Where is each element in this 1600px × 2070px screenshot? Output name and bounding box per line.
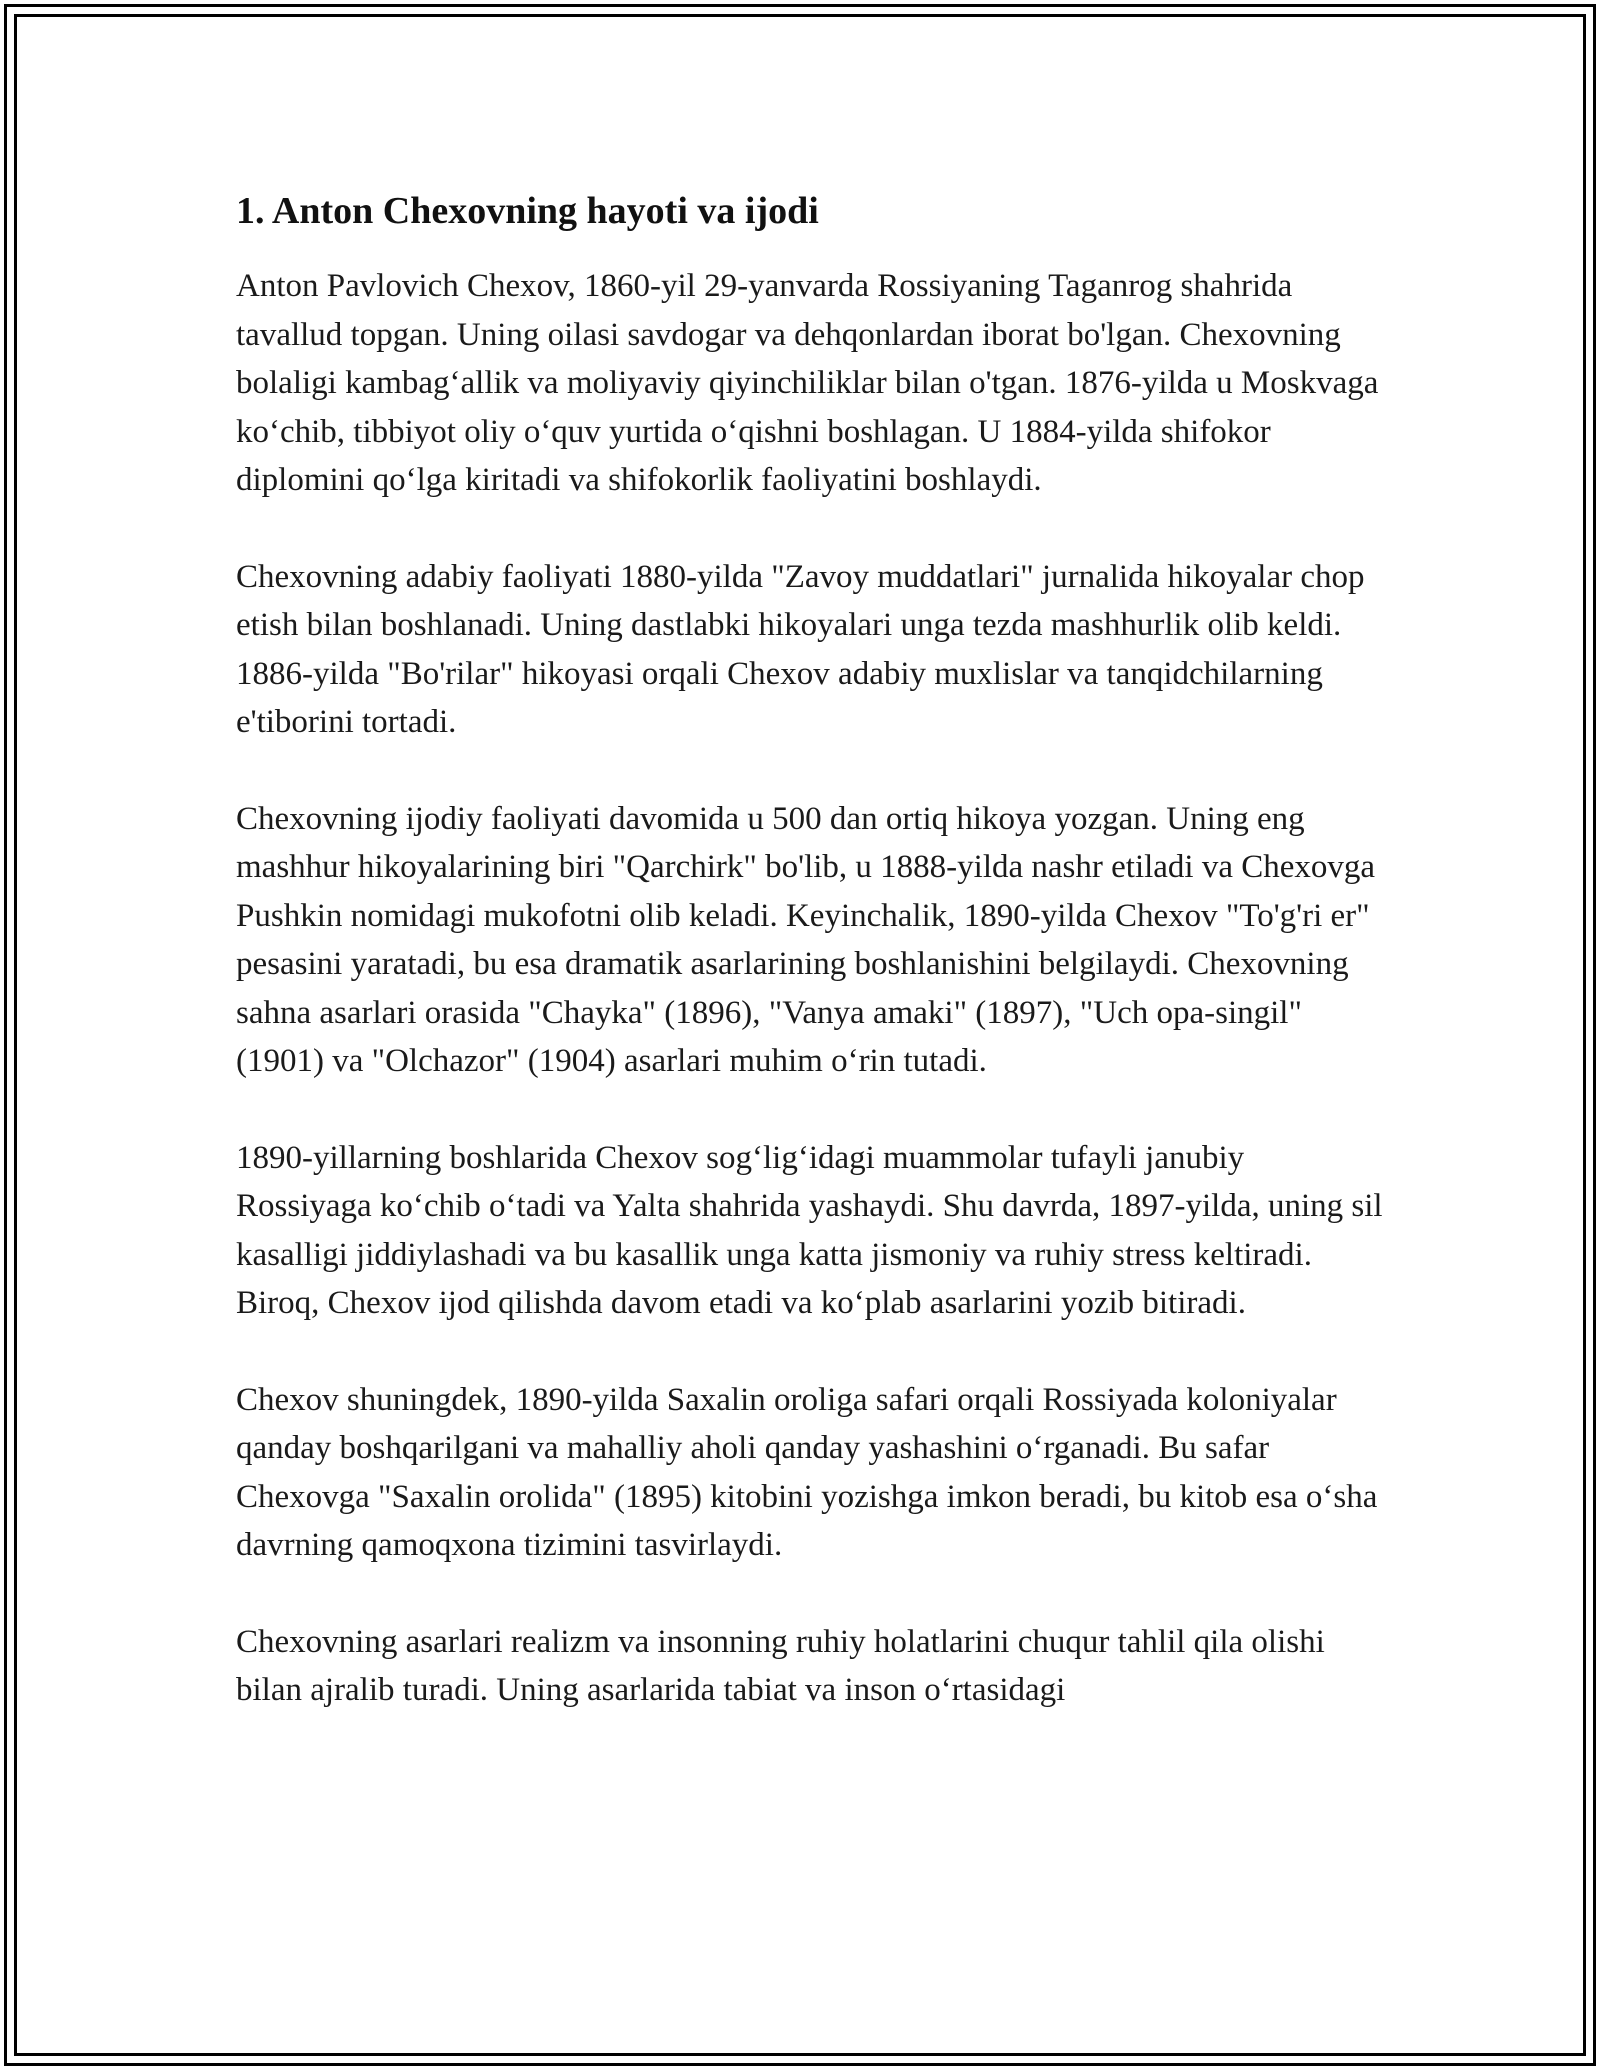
paragraph-biography-early-life: Anton Pavlovich Chexov, 1860-yil 29-yanvarda Rossiyaning Taganrog shahrida tavallud topgan. Uning oilasi savdogar va dehqonlardan iborat bo'lgan. Chexovning bolaligi kambag‘allik va moliyaviy qiyinchiliklar bilan o'tgan. 1876-yilda u Moskvaga ko‘chib, tibbiyot oliy o‘quv yurtida o‘qishni boshlagan. U 1884-yilda shifokor diplomini qo‘lga kiritadi va shifokorlik faoliyatini boshlaydi. <box>236 268 1379 498</box>
paragraph-realism: Chexovning asarlari realizm va insonning ruhiy holatlarini chuqur tahlil qila olishi bilan ajralib turadi. Uning asarlarida tabiat va inson o‘rtasidagi <box>236 1623 1325 1708</box>
paragraph-illness-yalta: 1890-yillarning boshlarida Chexov sog‘lig‘idagi muammolar tufayli janubiy Rossiyaga ko‘chib o‘tadi va Yalta shahrida yashaydi. Shu davrda, 1897-yilda, uning sil kasalligi jiddiylashadi va bu kasallik unga katta jismoniy va ruhiy stress keltiradi. Biroq, Chexov ijod qilishda davom etadi va ko‘plab asarlarini yozib bitiradi. <box>236 1139 1383 1321</box>
paragraph-sakhalin-journey: Chexov shuningdek, 1890-yilda Saxalin oroliga safari orqali Rossiyada koloniyalar qanday boshqarilgani va mahalliy aholi qanday yashashini o‘rganadi. Bu safar Chexovga "Saxalin orolida" (1895) kitobini yozishga imkon beradi, bu kitob esa o‘sha davrning qamoqxona tizimini tasvirlaydi. <box>236 1381 1378 1563</box>
paragraph-creative-works: Chexovning ijodiy faoliyati davomida u 500 dan ortiq hikoya yozgan. Uning eng mashhur hikoyalarining biri "Qarchirk" bo'lib, u 1888-yilda nashr etiladi va Chexovga Pushkin nomidagi mukofotni olib keladi. Keyinchalik, 1890-yilda Chexov "To'g'ri er" pesasini yaratadi, bu esa dramatik asarlarining boshlanishini belgilaydi. Chexovning sahna asarlari orasida "Chayka" (1896), "Vanya amaki" (1897), "Uch opa-singil" (1901) va "Olchazor" (1904) asarlari muhim o‘rin tutadi. <box>236 800 1376 1079</box>
section-title: 1. Anton Chexovning hayoti va ijodi <box>236 190 819 232</box>
paragraph-literary-beginnings: Chexovning adabiy faoliyati 1880-yilda "Zavoy muddatlari" jurnalida hikoyalar chop etish bilan boshlanadi. Uning dastlabki hikoyalari unga tezda mashhurlik olib keldi. 1886-yilda "Bo'rilar" hikoyasi orqali Chexov adabiy muxlislar va tanqidchilarning e'tiborini tortadi. <box>236 558 1365 740</box>
page-content <box>236 186 1386 1763</box>
